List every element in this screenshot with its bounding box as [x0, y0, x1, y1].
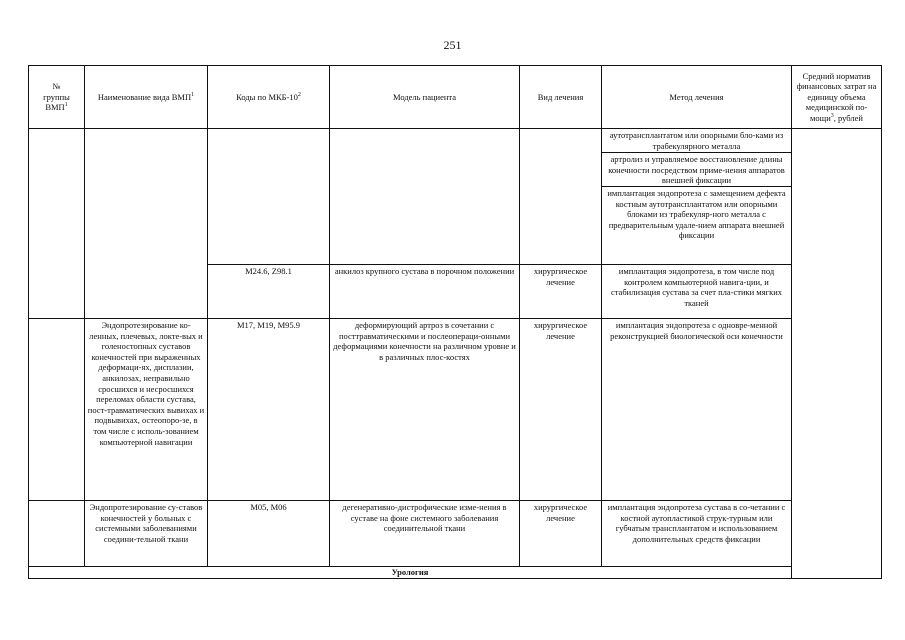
header-treatment-type: Вид лечения	[520, 66, 602, 129]
header-icd-codes-text: Коды по МКБ-10	[236, 91, 298, 102]
method-text: имплантация эндопротеза с замещением дефекта костным аутотрансплантатом или опорными блоками из трабекуляр-ного металла с предварительным удале-нием аппарата внешней фиксации	[607, 188, 786, 241]
header-group-line2: группы	[43, 91, 70, 102]
footnote-mark: 2	[297, 91, 301, 98]
table-header-row	[29, 66, 882, 129]
group-number-cell	[29, 501, 85, 567]
method-cell: имплантация эндопротеза сустава в со-четании с костной аутопластикой струк-турным или губчатым трансплантатом и использованием дополнительных средств фиксации	[602, 501, 792, 567]
vmp-name-cell	[85, 129, 208, 319]
codes-cell	[208, 129, 330, 265]
header-treatment-method: Метод лечения	[602, 66, 792, 129]
header-patient-model: Модель пациента	[330, 66, 520, 129]
group-number-cell	[29, 129, 85, 319]
table-row	[29, 129, 882, 265]
model-cell: деформирующий артроз в сочетании с посттравматическими и послеопераци-онными деформациями конечности на различном уровне и в различных плос-костях	[330, 319, 520, 501]
header-cost-norm-text: Средний норматив финансовых затрат на единицу объема медицинской по-мощи	[796, 70, 877, 123]
section-row	[29, 567, 882, 579]
codes-cell: M17, M19, M95.9	[208, 319, 330, 501]
treatment-cell	[520, 129, 602, 265]
method-text: артролиз и управляемое восстановление длины конечности посредством приме-нения аппаратов внешней фиксации	[602, 153, 791, 187]
group-number-cell	[29, 319, 85, 501]
footnote-mark: 1	[64, 102, 68, 109]
header-cost-norm	[792, 66, 882, 129]
header-icd-codes	[208, 66, 330, 129]
header-group-number	[29, 66, 85, 129]
vmp-table	[28, 65, 882, 579]
model-cell: дегенеративно-дистрофические изме-нения в суставе на фоне системного заболевания соединительной ткани	[330, 501, 520, 567]
table-row	[29, 501, 882, 567]
treatment-cell: хирургическое лечение	[520, 319, 602, 501]
method-cell: имплантация эндопротеза, в том числе под контролем компьютерной навига-ции, и стабилизация сустава за счет пла-стики мягких тканей	[602, 265, 792, 319]
footnote-mark: 1	[191, 91, 195, 98]
table-row	[29, 319, 882, 501]
footnote-mark: 3	[830, 113, 834, 120]
method-cell: имплантация эндопротеза с одновре-менной реконструкцией биологической оси конечности	[602, 319, 792, 501]
vmp-name-cell: Эндопротезирование су-ставов конечностей у больных с системными заболеваниями соедини-тельной ткани	[85, 501, 208, 567]
model-cell: анкилоз крупного сустава в порочном положении	[330, 265, 520, 319]
cost-cell	[792, 129, 882, 579]
header-cost-norm-tail: , рублей	[833, 112, 863, 123]
vmp-name-cell: Эндопротезирование ко-ленных, плечевых, локте-вых и голеностопных суставов конечностей при выраженных деформаци-ях, дисплазии, анкилозах, неправильно сросшихся и несросшихся переломах области сустава, пост-травматических вывихах и подвывихах, остеопоро-зе, в том числе с исполь-зованием компьютерной навигации	[85, 319, 208, 501]
treatment-cell: хирургическое лечение	[520, 501, 602, 567]
codes-cell: M05, M06	[208, 501, 330, 567]
method-text: аутотрансплантатом или опорными бло-ками из трабекулярного металла	[602, 129, 791, 153]
header-vmp-name	[85, 66, 208, 129]
header-vmp-name-text: Наименование вида ВМП	[97, 91, 192, 102]
section-title: Урология	[29, 567, 792, 579]
model-cell	[330, 129, 520, 265]
header-group-line3: ВМП	[45, 102, 65, 113]
page-number: 251	[443, 38, 462, 52]
treatment-cell: хирургическое лечение	[520, 265, 602, 319]
method-cell	[602, 129, 792, 265]
codes-cell: M24.6, Z98.1	[208, 265, 330, 319]
header-group-line1: №	[52, 81, 61, 92]
